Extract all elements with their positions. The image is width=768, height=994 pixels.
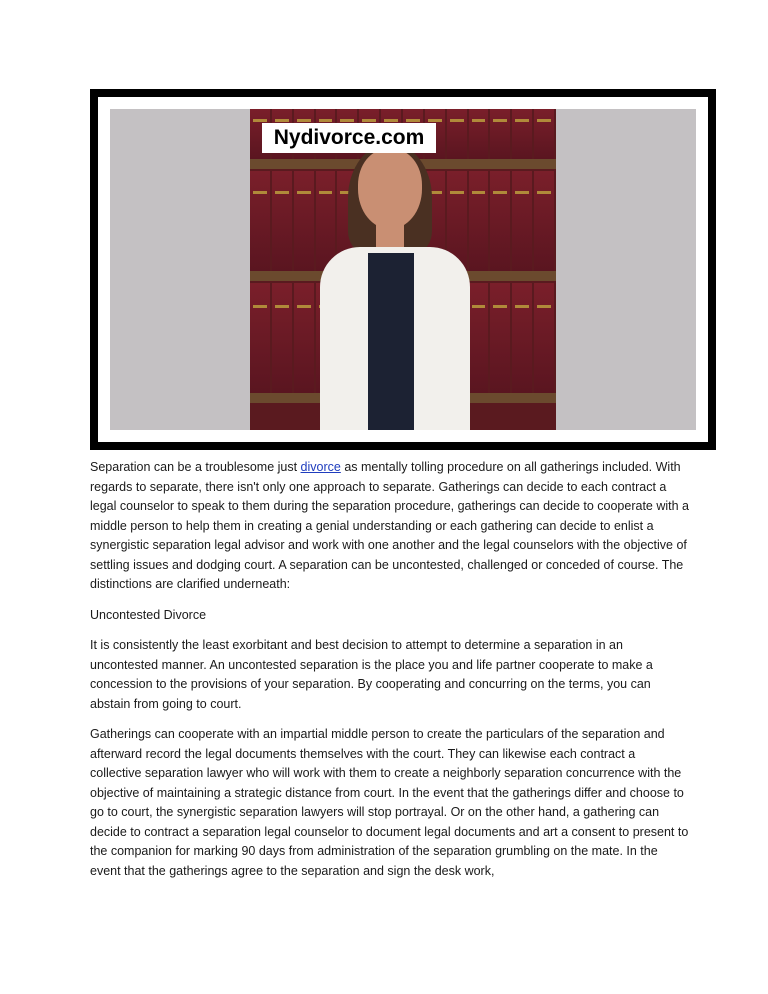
attorney-photo [250, 109, 556, 430]
article-body [90, 458, 690, 892]
photo-mat [98, 97, 708, 442]
paragraph-uncontested: It is consistently the least exorbitant and best decision to attempt to determine a separation in an uncontested manner. An uncontested separation is the place you and life partner cooperate to make a concession to the provisions of your separation. By cooperating and concurring on the terms, you can abstain from going to court. [90, 638, 653, 711]
photo-background [110, 109, 696, 430]
photo-frame [90, 89, 716, 450]
paragraph-mediation: Gatherings can cooperate with an impartial middle person to create the particulars of the separation and afterward record the legal documents themselves with the court. They can likewise each contract a collective separation lawyer who will work with them to create a neighborly separation concurrence with the objective of maintaining a strategic distance from court. In the event that the gatherings differ and choose to go to court, the synergistic separation lawyers will stop portrayal. Or on the other hand, a gathering can decide to contract a separation legal counselor to document legal documents and art a consent to present to the companion for marking 90 days from administration of the separation grumbling on the mate. In the event that the gatherings agree to the separation and sign the desk work, [90, 727, 689, 878]
section-heading: Uncontested Divorce [90, 607, 207, 622]
paragraph-intro: Separation can be a troublesome just divorce as mentally tolling procedure on all gatherings included. With regards to separate, there isn't only one approach to separate. Gatherings can decide to each contract a legal counselor to speak to them during the separation procedure, gatherings can decide to cooperate with a middle person to help them in creating a genial understanding or each gathering can decide to enlist a synergistic separation legal advisor and work with one another and the legal counselors with the objective of settling issues and dodging court. A separation can be uncontested, challenged or conceded of course. The distinctions are clarified underneath: [90, 460, 689, 591]
nydivorce-logo: Nydivorce.com [262, 123, 436, 153]
person-figure [310, 149, 480, 430]
divorce-link[interactable]: divorce [300, 460, 341, 474]
